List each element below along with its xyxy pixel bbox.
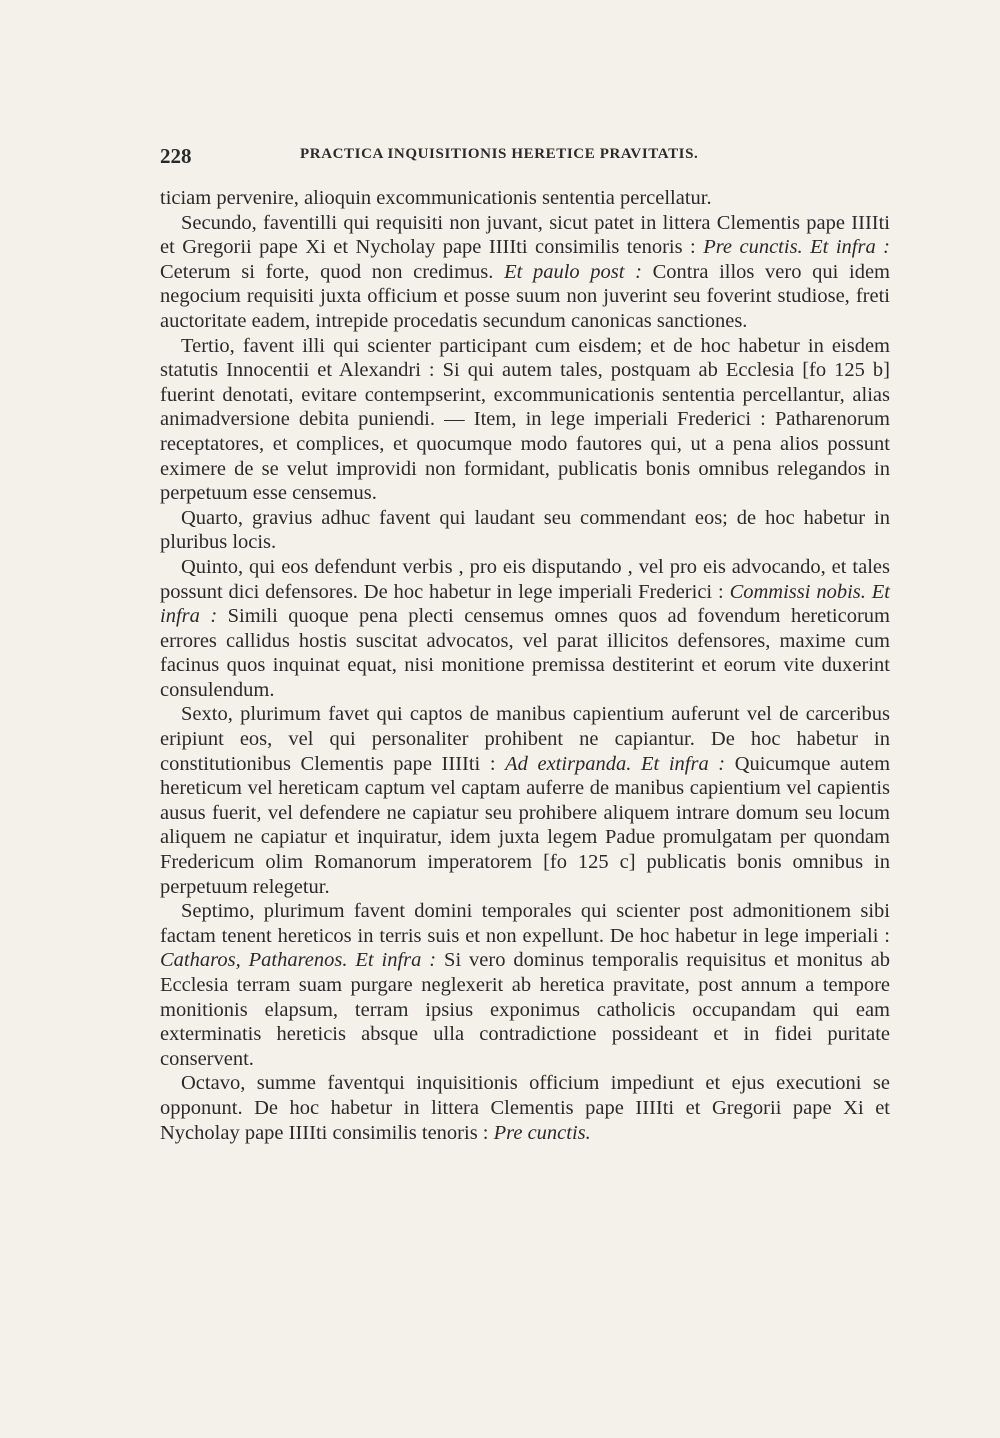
- text-run: Octavo, summe faventqui inquisitionis officium impediunt et ejus executioni se opponunt. De hoc habetur in littera Clementis pape IIIIti et Gregorii pape Xi et Nycholay pape IIIIti consimilis tenoris :: [160, 1072, 890, 1144]
- running-title: PRACTICA INQUISITIONIS HERETICE PRAVITATIS.: [300, 146, 699, 162]
- text-run: [631, 753, 641, 775]
- paragraph: [160, 702, 890, 899]
- paragraph: [160, 211, 890, 334]
- paragraph: [160, 1071, 890, 1145]
- text-run: Quarto, gravius adhuc favent qui laudant seu commendant eos; de hoc habetur in pluribus locis.: [160, 506, 890, 554]
- text-run: Ceterum si forte, quod non credimus.: [160, 260, 505, 283]
- body-text: [160, 186, 890, 1145]
- text-run: Secundo, faventilli qui requisiti non juvant, sicut patet in littera Clementis pape IIIIti et Gregorii pape Xi et Nycholay pape IIIIti consimilis tenoris :: [160, 211, 890, 259]
- italic-citation: Et paulo post :: [504, 260, 642, 283]
- italic-citation: Pre cunctis.: [493, 1121, 591, 1144]
- page-number: 228: [160, 144, 192, 168]
- text-run: Septimo, plurimum favent domini temporales qui scienter post admonitionem sibi factam tenent hereticos in terris suis et non expellunt. De hoc habetur in lege imperiali :: [160, 900, 890, 947]
- italic-citation: Catharos, Patharenos.: [160, 949, 348, 972]
- text-run: Quicumque autem hereticum vel hereticam captum vel captam auferre de manibus capientium vel capientis ausus fuerit, vel defendere ne capiatur seu prohibere aliquem intrare domum seu locum aliquem ne capiatur et inquiratur, idem juxta legem Padue promulgatam per quondam Fredericum olim Romanorum imperatorem [fo 125 c] publicatis bonis omnibus in perpetuum relegetur.: [160, 752, 891, 898]
- paragraph: [160, 899, 890, 1071]
- page-header: [160, 144, 890, 168]
- paragraph: [160, 186, 890, 211]
- text-run: Contra illos vero qui idem negocium requisiti juxta officium et posse suum non juverint seu foverint studiose, freti auctoritate eadem, intrepide procedatis secundum canonicas sanctiones.: [160, 260, 890, 332]
- text-run: Quinto, qui eos defendunt verbis , pro eis disputando , vel pro eis advocando, et tales possunt dici defensores. De hoc habetur in lege imperiali Frederici :: [160, 555, 890, 603]
- paragraph: [160, 506, 890, 555]
- italic-citation: Ad extirpanda.: [505, 752, 632, 775]
- text-run: Tertio, favent illi qui scienter participant cum eisdem; et de hoc habetur in eisdem statutis Innocentii et Alexandri : Si qui autem tales, postquam ab Ecclesia [fo 125 b] fuerint denotati, evitare contempserint, excommunicationis sententia percellantur, alias animadversione debita puniendi. — Item, in lege imperiali Frederici : Patharenorum receptatores, et complices, et quocumque modo fautores qui, ut a pena alios possunt eximere de se velut improvidi non formidant, publicatis bonis omnibus relegandos in perpetuum esse censemus.: [160, 334, 890, 505]
- italic-citation: Et infra :: [355, 949, 437, 972]
- paragraph: [160, 555, 890, 703]
- text-run: Simili quoque pena plecti censemus omnes quos ad fovendum hereticorum errores callidus hostis suscitat advocatos, vel parat illicitos defensores, maxime cum facinus quos inquinat equat, nisi monitione premissa destiterint et eorum vite duxerint consulendum.: [160, 605, 890, 701]
- italic-citation: Et infra :: [160, 580, 890, 628]
- paragraph: [160, 334, 890, 506]
- text-run: ticiam pervenire, alioquin excommunicationis sententia percellatur.: [160, 187, 712, 209]
- text-run: Si vero dominus temporalis requisitus et monitus ab Ecclesia terram suam purgare neglexerit ab heretica pravitate, post annum a tempore monitionis elapsum, terram ipsius exponimus catholicis occupandam qui eam exterminatis hereticis absque ulla contradictione possideant et in fidei puritate conservent.: [160, 949, 891, 1070]
- italic-citation: Commissi nobis.: [729, 580, 866, 603]
- italic-citation: Pre cunctis.: [703, 236, 803, 259]
- text-run: Sexto, plurimum favet qui captos de manibus capientium auferunt vel de carceribus eripiunt eos, vel qui personaliter prohibent ne capiantur. De hoc habetur in constitutionibus Clementis pape IIIIti :: [160, 703, 890, 775]
- italic-citation: Et infra :: [641, 752, 726, 775]
- italic-citation: Et infra :: [810, 236, 890, 259]
